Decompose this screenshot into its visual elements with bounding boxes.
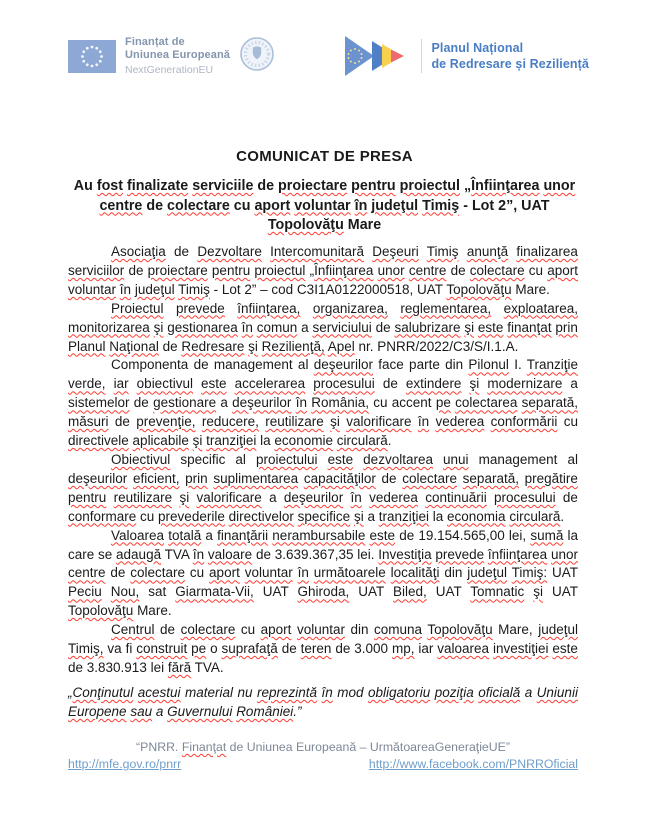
pnrr-line2: de Redresare și Reziliență: [431, 57, 589, 71]
paragraph-4: Obiectivul specific al proiectului este dezvoltarea unui management al deşeurilor eficient, prin suplimentarea capacităţilor de colectare separată, pregătire pentru reutilizare şi valorificare a deşeurilor în vederea continuării procesului de conformare cu prevederile directivelor specifice şi a tranziţiei la economia circulară.: [68, 451, 578, 524]
pnrr-separator: [421, 39, 422, 73]
mfe-link[interactable]: http://mfe.gov.ro/pnrr: [68, 757, 182, 771]
eu-funding-logo: [68, 36, 230, 77]
paragraph-3: Componenta de management al deşeurilor face parte din Pilonul I. Tranziţie verde, iar obiectivul este accelerarea procesului de extindere şi modernizare a sistemelor de gestionare a deşeurilor în România, cu accent pe colectarea separată, măsuri de prevenţie, reducere, reutilizare şi valorificare în vederea conformării cu directivele aplicabile şi tranziţiei la economie circulară.: [68, 357, 578, 449]
footer-credit-line: “PNRR. Finanţat de Uniunea Europeană – UrmătoareaGeneraţieUE”: [136, 740, 510, 754]
body-text: [68, 243, 578, 721]
government-emblem-icon: [238, 35, 276, 73]
pnrr-triangles-icon: [344, 34, 412, 78]
page-title: COMUNICAT DE PRESA: [236, 148, 413, 165]
footer: [68, 740, 578, 771]
header-logos: [68, 29, 589, 83]
paragraph-2: Proiectul prevede înfiinţarea, organizarea, reglementarea, exploatarea, monitorizarea şi gestionarea în comun a serviciului de salubrizare şi este finanţat prin Planul Naţional de Redresare şi Rezilienţă, Apel nr. PNRR/2022/C3/S/I.1.A.: [68, 300, 578, 354]
pnrr-line1: Planul Național: [431, 41, 524, 55]
eu-funding-text: [125, 36, 230, 77]
eu-funding-line1: Finanțat de: [125, 35, 185, 48]
paragraph-1: Asociaţia de Dezvoltare Intercomunitară Deşeuri Timiş anunţă finalizarea serviciilor de proiectare pentru proiectul „Înfiinţarea unor centre de colectare cu aport voluntar în judeţul Timiş - Lot 2” – cod C3I1A0122000518, UAT Topolovăţu Mare.: [68, 244, 578, 297]
paragraph-6: Centrul de colectare cu aport voluntar din comuna Topolovăţu Mare, judeţul Timiş, va fi construit pe o suprafaţă de teren de 3.000 mp, iar valoarea investiţiei este de 3.830.913 lei fără TVA.: [68, 622, 578, 675]
eu-funding-line2: Uniunea Europeană: [125, 48, 230, 61]
pnrr-logo-text: [431, 40, 589, 72]
paragraph-5: Valoarea totală a finanţării nerambursabile este de 19.154.565,00 lei, sumă la care se adaugă TVA în valoare de 3.639.367,35 lei. Investiţia prevede înfiinţarea unor centre de colectare cu aport voluntar în următoarele localităţi din judeţul Timiş: UAT Peciu Nou, sat Giarmata-Vii, UAT Ghiroda, UAT Biled, UAT Tomnatic şi UAT Topolovăţu Mare.: [68, 527, 579, 619]
romanian-government-emblem: [238, 35, 276, 78]
facebook-link[interactable]: http://www.facebook.com/PNRROficial: [368, 757, 578, 771]
pnrr-logo: [344, 34, 589, 78]
headline: Au fost finalizate serviciile de proiectare pentru proiectul „Înfiinţarea unor centre de colectare cu aport voluntar în judeţul Timiş - Lot 2”, UAT Topolovăţu Mare: [73, 178, 576, 233]
disclaimer-quote: „Conţinutul acestui material nu reprezintă în mod obligatoriu poziţia oficială a Uniunii Europene sau a Guvernului României.”: [68, 684, 578, 719]
eu-nextgeneration-label: NextGenerationEU: [125, 63, 214, 76]
footer-links: [68, 757, 578, 771]
eu-flag-icon: [68, 40, 116, 73]
